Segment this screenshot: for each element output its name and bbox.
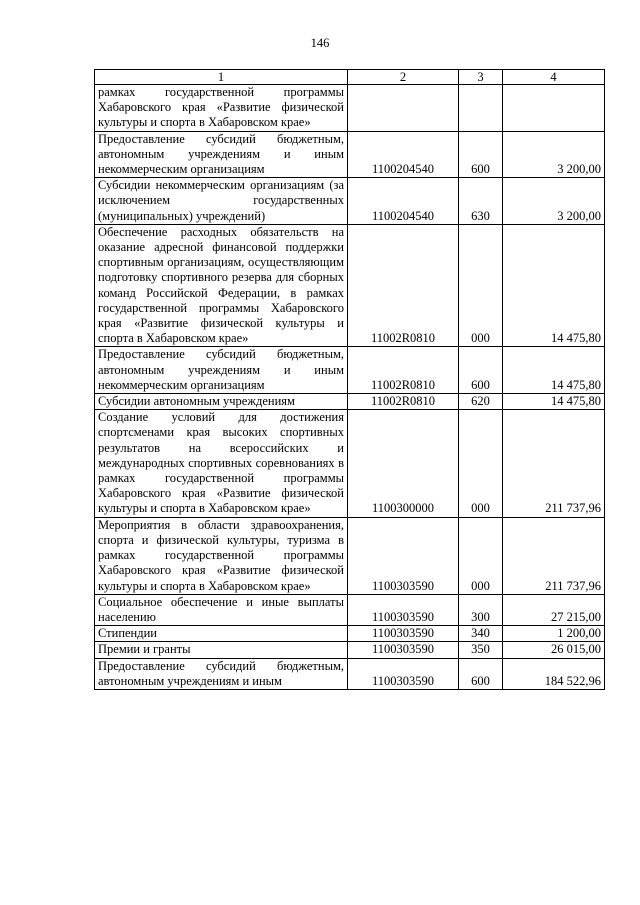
row-sum: 14 475,80 (503, 224, 605, 347)
row-description: Социальное обеспечение и иные выплаты населению (95, 594, 348, 625)
row-description: Предоставление субсидий бюджетным, автономным учреждениям и иным (95, 658, 348, 689)
table-row (95, 410, 605, 517)
row-sum: 3 200,00 (503, 131, 605, 178)
table-row (95, 178, 605, 225)
column-header-description: 1 (95, 70, 348, 85)
row-code: 11002R0810 (348, 224, 459, 347)
row-kind: 000 (459, 410, 503, 517)
table-row (95, 347, 605, 394)
table-row (95, 594, 605, 625)
row-sum: 1 200,00 (503, 626, 605, 642)
row-code: 1100204540 (348, 178, 459, 225)
row-kind: 350 (459, 642, 503, 658)
row-sum (503, 85, 605, 132)
row-kind: 600 (459, 131, 503, 178)
row-code: 1100204540 (348, 131, 459, 178)
row-code: 1100303590 (348, 658, 459, 689)
row-description: Предоставление субсидий бюджетным, автономным учреждениям и иным некоммерческим организациям (95, 131, 348, 178)
table-row (95, 224, 605, 347)
row-kind (459, 85, 503, 132)
column-header-kind: 3 (459, 70, 503, 85)
table-header-row (95, 70, 605, 85)
row-code: 11002R0810 (348, 347, 459, 394)
row-kind: 300 (459, 594, 503, 625)
row-description: рамках государственной программы Хабаровского края «Развитие физической культуры и спорта в Хабаровском крае» (95, 85, 348, 132)
row-code: 1100303590 (348, 594, 459, 625)
budget-table (94, 69, 605, 690)
row-kind: 000 (459, 224, 503, 347)
row-sum: 3 200,00 (503, 178, 605, 225)
row-code: 1100303590 (348, 642, 459, 658)
row-description: Мероприятия в области здравоохранения, спорта и физической культуры, туризма в рамках государственной программы Хабаровского края «Развитие физической культуры и спорта в Хабаровском крае» (95, 517, 348, 594)
row-code: 11002R0810 (348, 394, 459, 410)
row-code: 1100303590 (348, 626, 459, 642)
row-kind: 600 (459, 347, 503, 394)
row-sum: 211 737,96 (503, 410, 605, 517)
table-row (95, 642, 605, 658)
table-row (95, 131, 605, 178)
row-description: Обеспечение расходных обязательств на оказание адресной финансовой поддержки спортивным организациям, осуществляющим подготовку спортивного резерва для сборных команд Российской Федерации, в рамках государственной программы Хабаровского края «Развитие физической культуры и спорта в Хабаровском крае» (95, 224, 348, 347)
row-sum: 26 015,00 (503, 642, 605, 658)
row-code: 1100300000 (348, 410, 459, 517)
table-row (95, 85, 605, 132)
row-description: Предоставление субсидий бюджетным, автономным учреждениям и иным некоммерческим организациям (95, 347, 348, 394)
row-kind: 630 (459, 178, 503, 225)
column-header-code: 2 (348, 70, 459, 85)
row-code: 1100303590 (348, 517, 459, 594)
row-kind: 620 (459, 394, 503, 410)
row-description: Создание условий для достижения спортсменами края высоких спортивных результатов на всероссийских и международных спортивных соревнованиях в рамках государственной программы Хабаровского края «Развитие физической культуры и спорта в Хабаровском крае» (95, 410, 348, 517)
row-description: Стипендии (95, 626, 348, 642)
table-row (95, 626, 605, 642)
row-kind: 340 (459, 626, 503, 642)
table-row (95, 658, 605, 689)
row-sum: 211 737,96 (503, 517, 605, 594)
row-sum: 184 522,96 (503, 658, 605, 689)
row-description: Субсидии автономным учреждениям (95, 394, 348, 410)
row-kind: 600 (459, 658, 503, 689)
row-kind: 000 (459, 517, 503, 594)
row-sum: 14 475,80 (503, 394, 605, 410)
table-row (95, 517, 605, 594)
page-number: 146 (310, 36, 330, 50)
row-sum: 27 215,00 (503, 594, 605, 625)
row-code (348, 85, 459, 132)
row-description: Субсидии некоммерческим организациям (за исключением государственных (муниципальных) учреждений) (95, 178, 348, 225)
row-description: Премии и гранты (95, 642, 348, 658)
table-row (95, 394, 605, 410)
column-header-sum: 4 (503, 70, 605, 85)
row-sum: 14 475,80 (503, 347, 605, 394)
